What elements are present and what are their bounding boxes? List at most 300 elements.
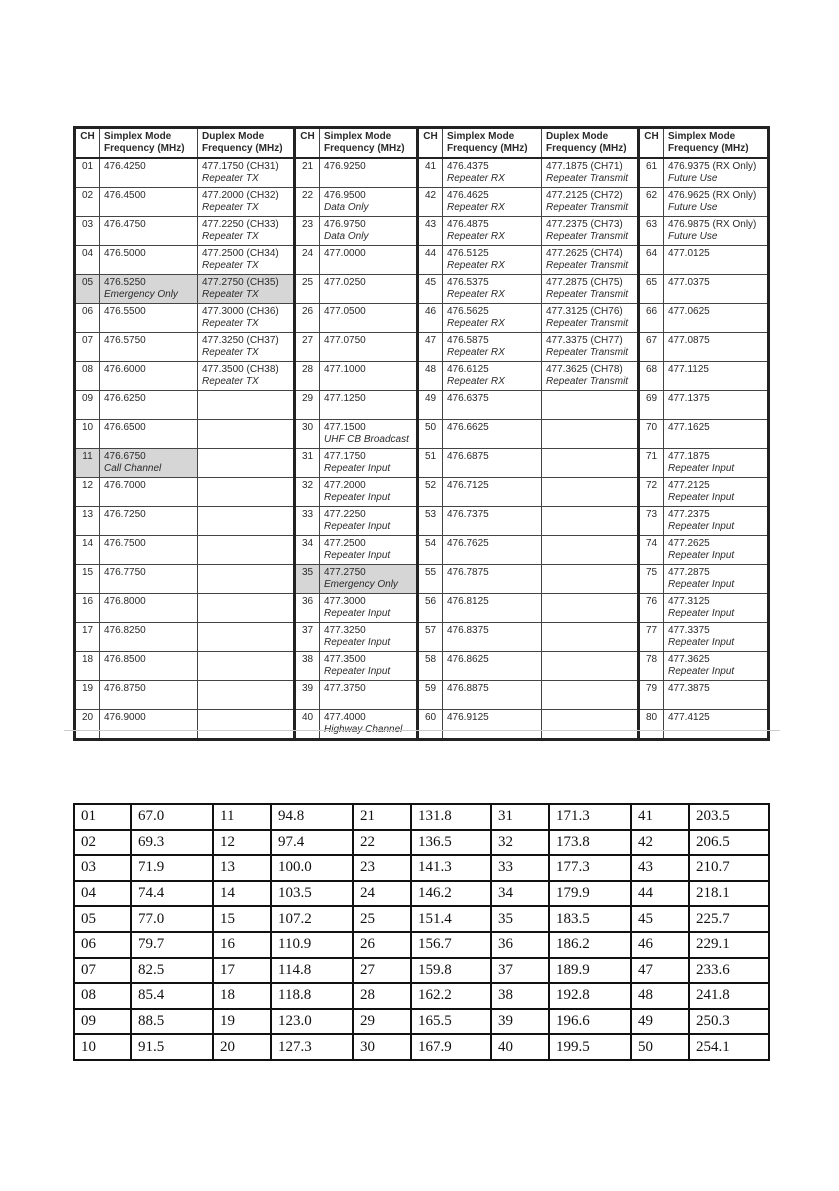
tone-code: 28 bbox=[353, 983, 411, 1009]
simplex-frequency: 477.1750 bbox=[324, 451, 366, 462]
channel-note: Repeater RX bbox=[447, 173, 505, 184]
table-row bbox=[75, 652, 769, 681]
channel-note: Repeater RX bbox=[447, 376, 505, 387]
simplex-frequency-cell bbox=[100, 217, 198, 246]
simplex-frequency: 476.5875 bbox=[447, 335, 489, 346]
simplex-frequency-cell bbox=[443, 710, 542, 740]
table-row bbox=[75, 391, 769, 420]
tone-code: 29 bbox=[353, 1009, 411, 1035]
tone-frequency: 85.4 bbox=[131, 983, 213, 1009]
channel-number: 11 bbox=[75, 449, 100, 478]
tone-frequency: 196.6 bbox=[549, 1009, 631, 1035]
simplex-frequency-cell bbox=[100, 594, 198, 623]
duplex-frequency-cell bbox=[198, 362, 295, 391]
header-ch: CH bbox=[295, 128, 320, 159]
tone-code: 50 bbox=[631, 1034, 689, 1060]
tone-code: 37 bbox=[491, 958, 549, 984]
duplex-frequency-cell bbox=[198, 710, 295, 740]
simplex-frequency-cell bbox=[320, 304, 418, 333]
tone-code: 10 bbox=[74, 1034, 131, 1060]
simplex-frequency-cell bbox=[100, 449, 198, 478]
simplex-frequency-cell bbox=[100, 507, 198, 536]
tone-code: 03 bbox=[74, 855, 131, 881]
simplex-frequency-cell bbox=[664, 507, 769, 536]
simplex-frequency: 477.1875 bbox=[668, 451, 710, 462]
tone-frequency: 151.4 bbox=[411, 906, 491, 932]
duplex-frequency-cell bbox=[198, 275, 295, 304]
simplex-frequency-cell bbox=[443, 449, 542, 478]
channel-number: 20 bbox=[75, 710, 100, 740]
simplex-frequency: 477.4000 bbox=[324, 712, 366, 723]
simplex-frequency: 476.8875 bbox=[447, 683, 489, 694]
channel-number: 60 bbox=[418, 710, 443, 740]
simplex-frequency: 476.6375 bbox=[447, 393, 489, 404]
header-ch: CH bbox=[639, 128, 664, 159]
tone-frequency: 192.8 bbox=[549, 983, 631, 1009]
tone-code: 21 bbox=[353, 804, 411, 830]
channel-number: 03 bbox=[75, 217, 100, 246]
channel-number: 41 bbox=[418, 158, 443, 188]
simplex-frequency-cell bbox=[320, 594, 418, 623]
table-row bbox=[75, 275, 769, 304]
simplex-frequency: 477.3500 bbox=[324, 654, 366, 665]
tone-code: 36 bbox=[491, 932, 549, 958]
tone-code: 18 bbox=[213, 983, 271, 1009]
simplex-frequency: 477.1125 bbox=[668, 364, 709, 375]
duplex-note: Repeater Transmit bbox=[546, 318, 629, 329]
tone-code: 46 bbox=[631, 932, 689, 958]
header-row bbox=[75, 128, 769, 159]
channel-note: Repeater Input bbox=[324, 521, 391, 532]
duplex-note: Repeater TX bbox=[202, 202, 259, 213]
simplex-frequency-cell bbox=[320, 158, 418, 188]
channel-number: 49 bbox=[418, 391, 443, 420]
simplex-frequency: 477.2500 bbox=[324, 538, 366, 549]
simplex-frequency-cell bbox=[320, 333, 418, 362]
table-row bbox=[75, 536, 769, 565]
duplex-frequency-cell bbox=[198, 623, 295, 652]
duplex-frequency-cell bbox=[198, 188, 295, 217]
table-row bbox=[75, 158, 769, 188]
duplex-frequency: 477.1750 (CH31) bbox=[202, 161, 279, 172]
simplex-frequency-cell bbox=[100, 333, 198, 362]
simplex-frequency: 476.7625 bbox=[447, 538, 489, 549]
tone-frequency: 118.8 bbox=[271, 983, 353, 1009]
table-row bbox=[74, 804, 769, 830]
simplex-frequency-cell bbox=[100, 710, 198, 740]
channel-note: Repeater Input bbox=[668, 492, 735, 503]
simplex-frequency: 476.5250 bbox=[104, 277, 146, 288]
duplex-frequency-cell bbox=[198, 420, 295, 449]
tone-frequency: 123.0 bbox=[271, 1009, 353, 1035]
simplex-frequency: 477.3750 bbox=[324, 683, 366, 694]
channel-number: 21 bbox=[295, 158, 320, 188]
simplex-frequency-cell bbox=[100, 420, 198, 449]
table-row bbox=[74, 1034, 769, 1060]
tone-frequency: 79.7 bbox=[131, 932, 213, 958]
tone-frequency: 218.1 bbox=[689, 881, 769, 907]
duplex-frequency-cell bbox=[198, 333, 295, 362]
simplex-frequency-cell bbox=[664, 652, 769, 681]
channel-note: Repeater RX bbox=[447, 231, 505, 242]
simplex-frequency-cell bbox=[443, 188, 542, 217]
simplex-frequency-cell bbox=[443, 158, 542, 188]
duplex-frequency: 477.3375 (CH77) bbox=[546, 335, 623, 346]
tone-code: 35 bbox=[491, 906, 549, 932]
duplex-frequency-cell bbox=[198, 652, 295, 681]
simplex-frequency: 476.7750 bbox=[104, 567, 146, 578]
simplex-frequency: 476.8375 bbox=[447, 625, 489, 636]
simplex-frequency-cell bbox=[664, 158, 769, 188]
tone-code: 16 bbox=[213, 932, 271, 958]
channel-note: Repeater Input bbox=[324, 608, 391, 619]
channel-number: 43 bbox=[418, 217, 443, 246]
simplex-frequency: 476.5500 bbox=[104, 306, 146, 317]
duplex-note: Repeater Transmit bbox=[546, 231, 629, 242]
channel-note: Data Only bbox=[324, 231, 369, 242]
table-row bbox=[75, 304, 769, 333]
table-row bbox=[74, 906, 769, 932]
tone-code: 41 bbox=[631, 804, 689, 830]
tone-frequency: 103.5 bbox=[271, 881, 353, 907]
duplex-frequency: 477.2750 (CH35) bbox=[202, 277, 279, 288]
tone-code: 07 bbox=[74, 958, 131, 984]
tone-frequency: 97.4 bbox=[271, 830, 353, 856]
channel-number: 13 bbox=[75, 507, 100, 536]
simplex-frequency: 477.0500 bbox=[324, 306, 366, 317]
channel-note: Repeater RX bbox=[447, 347, 505, 358]
simplex-frequency: 476.5125 bbox=[447, 248, 489, 259]
tone-frequency: 77.0 bbox=[131, 906, 213, 932]
duplex-frequency-cell bbox=[542, 652, 639, 681]
simplex-frequency: 477.0875 bbox=[668, 335, 710, 346]
simplex-frequency: 477.1375 bbox=[668, 393, 710, 404]
channel-note: Repeater Input bbox=[324, 463, 391, 474]
simplex-frequency-cell bbox=[443, 565, 542, 594]
duplex-note: Repeater Transmit bbox=[546, 173, 629, 184]
channel-number: 45 bbox=[418, 275, 443, 304]
simplex-frequency: 476.7500 bbox=[104, 538, 146, 549]
header-ch: CH bbox=[75, 128, 100, 159]
simplex-frequency-cell bbox=[443, 275, 542, 304]
simplex-frequency-cell bbox=[320, 623, 418, 652]
tone-frequency: 233.6 bbox=[689, 958, 769, 984]
duplex-frequency: 477.3000 (CH36) bbox=[202, 306, 279, 317]
simplex-frequency-cell bbox=[664, 536, 769, 565]
channel-number: 16 bbox=[75, 594, 100, 623]
simplex-frequency: 476.7125 bbox=[447, 480, 489, 491]
channel-number: 08 bbox=[75, 362, 100, 391]
channel-number: 18 bbox=[75, 652, 100, 681]
tone-code: 19 bbox=[213, 1009, 271, 1035]
channel-number: 06 bbox=[75, 304, 100, 333]
duplex-frequency-cell bbox=[198, 594, 295, 623]
channel-number: 17 bbox=[75, 623, 100, 652]
tone-code: 24 bbox=[353, 881, 411, 907]
channel-note: Emergency Only bbox=[324, 579, 398, 590]
tone-frequency: 186.2 bbox=[549, 932, 631, 958]
channel-number: 61 bbox=[639, 158, 664, 188]
simplex-frequency: 477.2625 bbox=[668, 538, 710, 549]
tone-frequency: 127.3 bbox=[271, 1034, 353, 1060]
simplex-frequency: 476.9875 (RX Only) bbox=[668, 219, 757, 230]
channel-note: Repeater RX bbox=[447, 289, 505, 300]
simplex-frequency: 477.1500 bbox=[324, 422, 366, 433]
uhf-channel-table bbox=[73, 126, 770, 741]
simplex-frequency: 477.2875 bbox=[668, 567, 710, 578]
simplex-frequency-cell bbox=[664, 391, 769, 420]
tone-code: 14 bbox=[213, 881, 271, 907]
channel-number: 40 bbox=[295, 710, 320, 740]
tone-frequency: 254.1 bbox=[689, 1034, 769, 1060]
duplex-frequency-cell bbox=[542, 623, 639, 652]
tone-frequency: 141.3 bbox=[411, 855, 491, 881]
tone-code: 44 bbox=[631, 881, 689, 907]
simplex-frequency-cell bbox=[320, 478, 418, 507]
duplex-frequency-cell bbox=[198, 449, 295, 478]
duplex-note: Repeater TX bbox=[202, 173, 259, 184]
channel-number: 77 bbox=[639, 623, 664, 652]
simplex-frequency: 476.5000 bbox=[104, 248, 146, 259]
table-row bbox=[75, 188, 769, 217]
simplex-frequency-cell bbox=[443, 594, 542, 623]
tone-frequency: 229.1 bbox=[689, 932, 769, 958]
duplex-frequency-cell bbox=[198, 681, 295, 710]
table-row bbox=[74, 983, 769, 1009]
tone-code: 42 bbox=[631, 830, 689, 856]
tone-code: 45 bbox=[631, 906, 689, 932]
duplex-frequency: 477.2250 (CH33) bbox=[202, 219, 279, 230]
tone-code: 08 bbox=[74, 983, 131, 1009]
channel-number: 76 bbox=[639, 594, 664, 623]
channel-note: Repeater Input bbox=[324, 492, 391, 503]
channel-number: 24 bbox=[295, 246, 320, 275]
simplex-frequency-cell bbox=[664, 275, 769, 304]
duplex-frequency-cell bbox=[542, 391, 639, 420]
simplex-frequency-cell bbox=[443, 681, 542, 710]
channel-number: 23 bbox=[295, 217, 320, 246]
simplex-frequency-cell bbox=[320, 391, 418, 420]
channel-note: Emergency Only bbox=[104, 289, 178, 300]
channel-number: 70 bbox=[639, 420, 664, 449]
simplex-frequency: 477.2250 bbox=[324, 509, 366, 520]
channel-note: Repeater RX bbox=[447, 318, 505, 329]
table-row bbox=[74, 1009, 769, 1035]
channel-number: 71 bbox=[639, 449, 664, 478]
table-row bbox=[75, 217, 769, 246]
simplex-frequency: 477.3250 bbox=[324, 625, 366, 636]
tone-frequency: 250.3 bbox=[689, 1009, 769, 1035]
channel-number: 66 bbox=[639, 304, 664, 333]
table-row bbox=[75, 681, 769, 710]
channel-number: 63 bbox=[639, 217, 664, 246]
simplex-frequency-cell bbox=[664, 362, 769, 391]
duplex-frequency-cell bbox=[542, 536, 639, 565]
simplex-frequency: 476.9500 bbox=[324, 190, 366, 201]
simplex-frequency-cell bbox=[664, 420, 769, 449]
channel-number: 05 bbox=[75, 275, 100, 304]
channel-note: Repeater RX bbox=[447, 260, 505, 271]
simplex-frequency: 476.9250 bbox=[324, 161, 366, 172]
duplex-frequency-cell bbox=[542, 565, 639, 594]
simplex-frequency: 477.2000 bbox=[324, 480, 366, 491]
table-row bbox=[75, 420, 769, 449]
table-row bbox=[74, 881, 769, 907]
simplex-frequency: 476.6125 bbox=[447, 364, 489, 375]
simplex-frequency-cell bbox=[664, 246, 769, 275]
channel-number: 37 bbox=[295, 623, 320, 652]
channel-number: 30 bbox=[295, 420, 320, 449]
channel-number: 67 bbox=[639, 333, 664, 362]
table-row bbox=[74, 830, 769, 856]
duplex-frequency: 477.3125 (CH76) bbox=[546, 306, 623, 317]
channel-note: Repeater Input bbox=[668, 666, 735, 677]
header-ch: CH bbox=[418, 128, 443, 159]
channel-number: 46 bbox=[418, 304, 443, 333]
channel-number: 75 bbox=[639, 565, 664, 594]
duplex-frequency-cell bbox=[198, 507, 295, 536]
simplex-frequency-cell bbox=[100, 275, 198, 304]
channel-note: Repeater Input bbox=[668, 608, 735, 619]
channel-note: Future Use bbox=[668, 173, 718, 184]
duplex-note: Repeater TX bbox=[202, 260, 259, 271]
channel-number: 80 bbox=[639, 710, 664, 740]
simplex-frequency-cell bbox=[664, 304, 769, 333]
duplex-frequency: 477.2000 (CH32) bbox=[202, 190, 279, 201]
tone-code: 32 bbox=[491, 830, 549, 856]
tone-frequency: 189.9 bbox=[549, 958, 631, 984]
duplex-frequency: 477.3500 (CH38) bbox=[202, 364, 279, 375]
channel-number: 69 bbox=[639, 391, 664, 420]
channel-number: 10 bbox=[75, 420, 100, 449]
table-row bbox=[75, 710, 769, 740]
duplex-frequency-cell bbox=[542, 362, 639, 391]
tone-frequency: 82.5 bbox=[131, 958, 213, 984]
channel-number: 51 bbox=[418, 449, 443, 478]
tone-frequency: 199.5 bbox=[549, 1034, 631, 1060]
simplex-frequency-cell bbox=[443, 362, 542, 391]
channel-number: 15 bbox=[75, 565, 100, 594]
simplex-frequency-cell bbox=[443, 507, 542, 536]
simplex-frequency: 476.6000 bbox=[104, 364, 146, 375]
channel-note: Repeater Input bbox=[668, 463, 735, 474]
tone-code: 40 bbox=[491, 1034, 549, 1060]
duplex-frequency-cell bbox=[198, 478, 295, 507]
simplex-frequency-cell bbox=[320, 217, 418, 246]
simplex-frequency-cell bbox=[100, 188, 198, 217]
channel-number: 59 bbox=[418, 681, 443, 710]
channel-number: 29 bbox=[295, 391, 320, 420]
channel-number: 54 bbox=[418, 536, 443, 565]
channel-number: 52 bbox=[418, 478, 443, 507]
channel-note: Repeater Input bbox=[668, 550, 735, 561]
simplex-frequency-cell bbox=[320, 681, 418, 710]
simplex-frequency-cell bbox=[320, 449, 418, 478]
tone-frequency: 177.3 bbox=[549, 855, 631, 881]
simplex-frequency-cell bbox=[320, 420, 418, 449]
simplex-frequency: 477.1000 bbox=[324, 364, 366, 375]
simplex-frequency: 477.0000 bbox=[324, 248, 366, 259]
tone-code: 30 bbox=[353, 1034, 411, 1060]
simplex-frequency: 477.0125 bbox=[668, 248, 710, 259]
table-row bbox=[74, 958, 769, 984]
channel-note: Repeater Input bbox=[324, 550, 391, 561]
simplex-frequency-cell bbox=[664, 217, 769, 246]
tone-frequency: 171.3 bbox=[549, 804, 631, 830]
channel-note: Repeater Input bbox=[324, 666, 391, 677]
simplex-frequency: 476.9375 (RX Only) bbox=[668, 161, 757, 172]
duplex-frequency-cell bbox=[542, 217, 639, 246]
simplex-frequency: 476.5625 bbox=[447, 306, 489, 317]
header-simplex: Simplex Mode Frequency (MHz) bbox=[100, 128, 198, 159]
duplex-frequency-cell bbox=[542, 449, 639, 478]
tone-code: 27 bbox=[353, 958, 411, 984]
duplex-frequency: 477.2625 (CH74) bbox=[546, 248, 623, 259]
simplex-frequency: 476.9000 bbox=[104, 712, 146, 723]
channel-number: 50 bbox=[418, 420, 443, 449]
duplex-frequency: 477.2375 (CH73) bbox=[546, 219, 623, 230]
table-row bbox=[75, 594, 769, 623]
channel-note: Repeater Input bbox=[324, 637, 391, 648]
channel-note: Data Only bbox=[324, 202, 369, 213]
tone-frequency: 165.5 bbox=[411, 1009, 491, 1035]
tone-code: 20 bbox=[213, 1034, 271, 1060]
table-row bbox=[75, 362, 769, 391]
table-row bbox=[75, 333, 769, 362]
duplex-frequency-cell bbox=[198, 304, 295, 333]
tone-code: 34 bbox=[491, 881, 549, 907]
simplex-frequency: 477.0375 bbox=[668, 277, 710, 288]
channel-number: 44 bbox=[418, 246, 443, 275]
simplex-frequency-cell bbox=[320, 652, 418, 681]
channel-number: 14 bbox=[75, 536, 100, 565]
duplex-note: Repeater Transmit bbox=[546, 260, 629, 271]
simplex-frequency: 476.7375 bbox=[447, 509, 489, 520]
tone-frequency: 173.8 bbox=[549, 830, 631, 856]
simplex-frequency: 476.8250 bbox=[104, 625, 146, 636]
simplex-frequency: 476.6875 bbox=[447, 451, 489, 462]
duplex-frequency-cell bbox=[542, 275, 639, 304]
channel-number: 01 bbox=[75, 158, 100, 188]
channel-number: 42 bbox=[418, 188, 443, 217]
tone-code: 49 bbox=[631, 1009, 689, 1035]
simplex-frequency: 477.3875 bbox=[668, 683, 710, 694]
duplex-frequency-cell bbox=[542, 333, 639, 362]
table-row bbox=[75, 565, 769, 594]
tone-frequency: 210.7 bbox=[689, 855, 769, 881]
channel-number: 38 bbox=[295, 652, 320, 681]
simplex-frequency: 476.4750 bbox=[104, 219, 146, 230]
header-duplex: Duplex Mode Frequency (MHz) bbox=[198, 128, 295, 159]
tone-code: 33 bbox=[491, 855, 549, 881]
duplex-note: Repeater TX bbox=[202, 231, 259, 242]
simplex-frequency-cell bbox=[320, 565, 418, 594]
simplex-frequency: 476.9625 (RX Only) bbox=[668, 190, 757, 201]
simplex-frequency-cell bbox=[664, 594, 769, 623]
duplex-frequency-cell bbox=[542, 246, 639, 275]
simplex-frequency-cell bbox=[443, 217, 542, 246]
duplex-frequency-cell bbox=[198, 217, 295, 246]
simplex-frequency: 477.1250 bbox=[324, 393, 366, 404]
simplex-frequency: 476.7000 bbox=[104, 480, 146, 491]
simplex-frequency: 477.3625 bbox=[668, 654, 710, 665]
tone-code: 11 bbox=[213, 804, 271, 830]
tone-code: 48 bbox=[631, 983, 689, 1009]
simplex-frequency: 477.0250 bbox=[324, 277, 366, 288]
channel-note: Future Use bbox=[668, 202, 718, 213]
simplex-frequency-cell bbox=[320, 246, 418, 275]
channel-number: 28 bbox=[295, 362, 320, 391]
